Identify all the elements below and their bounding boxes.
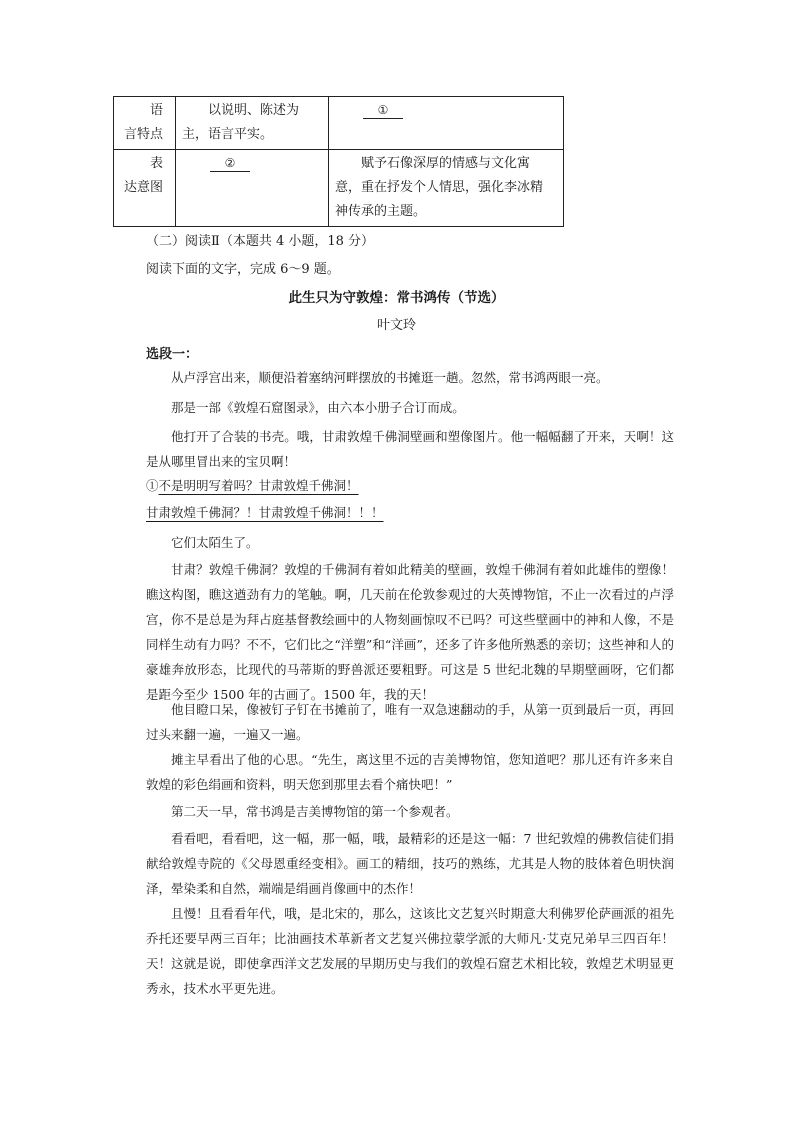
answer-blank-1[interactable]: ① — [363, 102, 403, 119]
paragraph-12: 且慢！且看看年代，哦，是北宋的，那么，这该比文艺复兴时期意大利佛罗伦萨画派的祖先乔托还要早两三百年；比油画技术革新者文艺复兴佛拉蒙学派的大师凡·艾克兄弟早三四百年！天！这就是说，即使拿西洋文艺发展的早期历史与我们的敦煌石窟艺术相比较，敦煌艺术明显更秀永，技术水平更先进。 — [146, 906, 674, 996]
cell-language-b — [329, 97, 564, 150]
article-title: 此生只为守敦煌：常书鸿传（节选） — [288, 290, 505, 306]
row-header-intent — [114, 150, 176, 227]
paragraph-11: 看看吧，看看吧，这一幅，那一幅，哦，最精彩的还是这一幅：7 世纪敦煌的佛教信徒们捐献给敦煌寺院的《父母恩重经变相》。画工的精细，技巧的熟练，尤其是人物的肢体着色明快润泽，晕染柔和自然，端端是绢画肖像画中的杰作！ — [146, 831, 674, 896]
answer-blank-2[interactable]: ② — [210, 155, 250, 172]
paragraph-10: 第二天一早，常书鸿是吉美博物馆的第一个参观者。 — [171, 804, 459, 819]
paragraph-3: 他打开了合装的书壳。哦，甘肃敦煌千佛洞壁画和塑像图片。他一幅幅翻了开来，天啊！这是从哪里冒出来的宝贝啊！ — [146, 429, 674, 469]
article-author: 叶文玲 — [376, 318, 416, 333]
paragraph-6: 它们太陌生了。 — [171, 535, 259, 550]
underlined-line-2 — [146, 503, 384, 521]
paragraph-8: 他目瞪口呆，像被钉子钉在书摊前了，唯有一双急速翻动的手，从第一页到最后一页，再回过头来翻一遍，一遍又一遍。 — [146, 702, 674, 742]
cell-intent-b — [329, 150, 564, 227]
excerpt-label: 选段一： — [146, 347, 199, 362]
cell-line: 意，重在抒发个人情思，强化李冰精 — [335, 180, 544, 195]
instruction: 阅读下面的文字，完成 6～9 题。 — [146, 262, 340, 277]
underlined-sentence-2: 甘肃敦煌千佛洞？！甘肃敦煌千佛洞！！！ — [146, 505, 384, 520]
header-line: 达意图 — [124, 180, 164, 195]
section-heading: （二）阅读Ⅱ（本题共 4 小题，18 分） — [146, 234, 375, 249]
table-row — [114, 97, 564, 150]
header-line: 语 — [150, 103, 164, 118]
marker-circle-1: ① — [146, 478, 159, 493]
cell-line: 神传承的主题。 — [335, 204, 427, 219]
row-header-language — [114, 97, 176, 150]
header-line: 言特点 — [124, 127, 164, 142]
cell-intent-a — [176, 150, 329, 227]
underlined-sentence-1: 不是明明写着吗？甘肃敦煌千佛洞！ — [158, 478, 359, 493]
cell-line: 赋予石像深厚的情感与文化寓 — [361, 156, 531, 171]
cell-line: 以说明、陈述为 — [208, 103, 300, 118]
table-row — [114, 150, 564, 227]
paragraph-7: 甘肃？敦煌千佛洞？敦煌的千佛洞有着如此精美的壁画，敦煌千佛洞有着如此雄伟的塑像！瞧这构图，瞧这遒劲有力的笔触。啊，几天前在伦敦参观过的大英博物馆，不止一次看过的卢浮宫，你不是总是为拜占庭基督教绘画中的人物刻画惊叹不已吗？可这些壁画中的神和人像，不是同样生动有力吗？不不，它们比之“洋塑”和“洋画”，还多了许多他所熟悉的亲切；这些神和人的豪雄奔放形态，比现代的马蒂斯的野兽派还要粗野。可这是 5 世纪北魏的早期壁画呀，它们都是距今至少 1500 年的古画了。1500 年，我的天！ — [146, 562, 674, 702]
paragraph-2: 那是一部《敦煌石窟图录》，由六本小册子合订而成。 — [171, 400, 465, 415]
comparison-table — [113, 96, 564, 227]
paragraph-9: 摊主早看出了他的心思。“先生，离这里不远的吉美博物馆，您知道吧？那儿还有许多来自敦煌的彩色绢画和资料，明天您到那里去看个痛快吧！” — [146, 752, 674, 792]
cell-line: 主，语言平实。 — [182, 127, 274, 142]
underlined-line-1 — [146, 476, 359, 494]
cell-language-a — [176, 97, 329, 150]
paragraph-1: 从卢浮宫出来，顺便沿着塞纳河畔摆放的书摊逛一趟。忽然，常书鸿两眼一亮。 — [171, 370, 609, 385]
header-line: 表 — [150, 156, 164, 171]
